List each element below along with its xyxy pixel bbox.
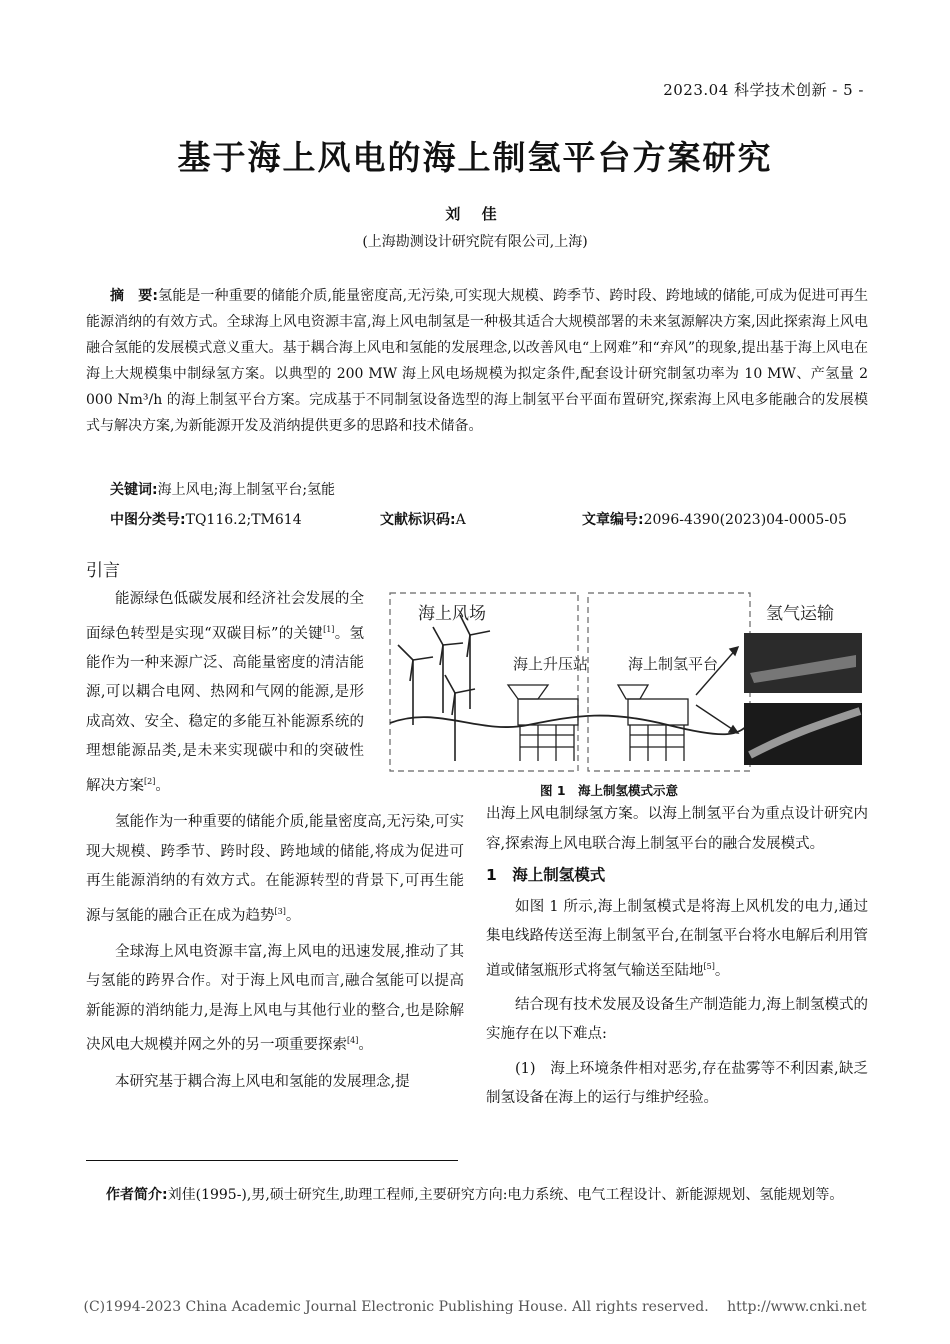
intro-paragraph-3 (86, 938, 464, 1061)
keywords (110, 479, 335, 499)
figure-diagram (378, 585, 868, 781)
sec1-p1: 如图 1 所示,海上制氢模式是将海上风机发的电力,通过集电线路传送至海上制氢平台,在制氢平台将水电解后利用管道或储氢瓶形式将氢气输送至陆地 (486, 898, 868, 979)
paper-title: 基于海上风电的海上制氢平台方案研究 (177, 138, 773, 177)
intro-p1-b: 。氢能作为一种来源广泛、高能量密度的清洁能源,可以耦合电网、热网和气网的能源,是形成高效、安全、稳定的多能互补能源系统的理想能源品类,是未来实现碳中和的突破性解决方案 (86, 625, 364, 794)
section-1-paragraph-2: 结合现有技术发展及设备生产制造能力,海上制氢模式的实施存在以下难点: (486, 996, 868, 1043)
article-number (582, 509, 847, 529)
author-bio (86, 1183, 868, 1208)
abstract-label: 摘 要: (110, 288, 158, 304)
author-name: 刘 佳 (445, 205, 505, 223)
label-wind-farm: 海上风场 (418, 604, 486, 624)
clc-code (110, 509, 302, 529)
keywords-label: 关键词: (110, 482, 158, 498)
keywords-text: 海上风电;海上制氢平台;氢能 (157, 482, 336, 498)
ref-5: [5] (703, 961, 715, 971)
section-1-heading: 1 海上制氢模式 (486, 866, 606, 884)
abstract (86, 283, 868, 439)
wind-turbine-icon (398, 615, 490, 761)
label-h2-transport: 氢气运输 (766, 604, 834, 624)
intro-paragraph-1 (86, 585, 364, 801)
ref-3: [3] (274, 906, 286, 916)
label-substation: 海上升压站 (513, 655, 589, 673)
platform-box (588, 593, 750, 771)
intro-continuation: 出海上风电制绿氢方案。以海上制氢平台为重点设计研究内容,探索海上风电联合海上制氢平台的融合发展模式。 (486, 806, 868, 852)
intro-p1-a: 能源绿色低碳发展和经济社会发展的全面绿色转型是实现“双碳目标”的关键 (86, 591, 364, 642)
art-value: 2096-4390(2023)04-0005-05 (643, 512, 847, 528)
affiliation: (上海勘测设计研究院有限公司,上海) (362, 234, 588, 250)
doc-label: 文献标识码: (380, 512, 456, 528)
clc-value: TQ116.2;TM614 (185, 512, 302, 528)
section-1-paragraph-3: (1) 海上环境条件相对恶劣,存在盐雾等不利因素,缺乏制氢设备在海上的运行与维护经验。 (486, 1060, 868, 1107)
label-h2-platform: 海上制氢平台 (628, 655, 719, 673)
abstract-text: 氢能是一种重要的储能介质,能量密度高,无污染,可实现大规模、跨季节、跨时段、跨地域的储能,可成为促进可再生能源消纳的有效方式。全球海上风电资源丰富,海上风电制氢是一种极其适合大规模部署的未来氢源解决方案,因此探索海上风电融合氢能的发展模式意义重大。基于耦合海上风电和氢能的发展理念,以改善风电“上网难”和“弃风”的现象,提出基于海上风电在海上大规模集中制绿氢方案。以典型的 200 MW 海上风电场规模为拟定条件,配套设计研究制氢功率为 10 MW、产氢量 2 000 Nm³/h 的海上制氢平台方案。完成基于不同制氢设备选型的海上制氢平台平面布置研究,探索海上风电多能融合的发展模式与解决方案,为新能源开发及消纳提供更多的思路和技术储备。 (86, 288, 868, 434)
ref-2: [2] (144, 776, 156, 786)
art-label: 文章编号: (582, 512, 644, 528)
intro-p2: 氢能作为一种重要的储能介质,能量密度高,无污染,可实现大规模、跨季节、跨时段、跨地域的储能,将成为促进可再生能源消纳的有效方式。在能源转型的背景下,可再生能源与氢能的融合正在成为趋势 (86, 814, 464, 924)
intro-p3: 全球海上风电资源丰富,海上风电的迅速发展,推动了其与氢能的跨界合作。对于海上风电而言,融合氢能可以提高新能源的消纳能力,是海上风电与其他行业的整合,也是除解决风电大规模并网之外的另一项重要探索 (86, 943, 464, 1054)
ref-1: [1] (323, 624, 335, 634)
intro-paragraph-4: 本研究基于耦合海上风电和氢能的发展理念,提 (115, 1073, 410, 1090)
copyright-footer: (C)1994-2023 China Academic Journal Electronic Publishing House. All rights reserved. http://www.cnki.net (83, 1299, 867, 1315)
bio-label: 作者简介: (106, 1187, 168, 1203)
bio-text: 刘佳(1995-),男,硕士研究生,助理工程师,主要研究方向:电力系统、电气工程设计、新能源规划、氢能规划等。 (167, 1187, 844, 1203)
intro-p1-end: 。 (155, 777, 170, 794)
intro-p2-end: 。 (285, 907, 301, 924)
intro-heading: 引言 (86, 561, 120, 581)
figure-caption: 图 1 海上制氢模式示意 (540, 783, 679, 798)
doc-value: A (455, 512, 466, 528)
h2-platform-icon (618, 685, 688, 761)
figure-1 (378, 585, 868, 781)
doc-code (380, 509, 466, 529)
intro-p3-end: 。 (358, 1037, 373, 1054)
ref-4: [4] (347, 1036, 359, 1046)
footnote-divider (86, 1160, 458, 1161)
intro-paragraph-2 (86, 808, 464, 931)
section-1-paragraph-1 (486, 893, 868, 986)
sec1-p1-end: 。 (714, 962, 730, 979)
running-head: 2023.04 科学技术创新 - 5 - (663, 81, 864, 99)
clc-label: 中图分类号: (110, 512, 186, 528)
right-column (486, 800, 868, 1114)
